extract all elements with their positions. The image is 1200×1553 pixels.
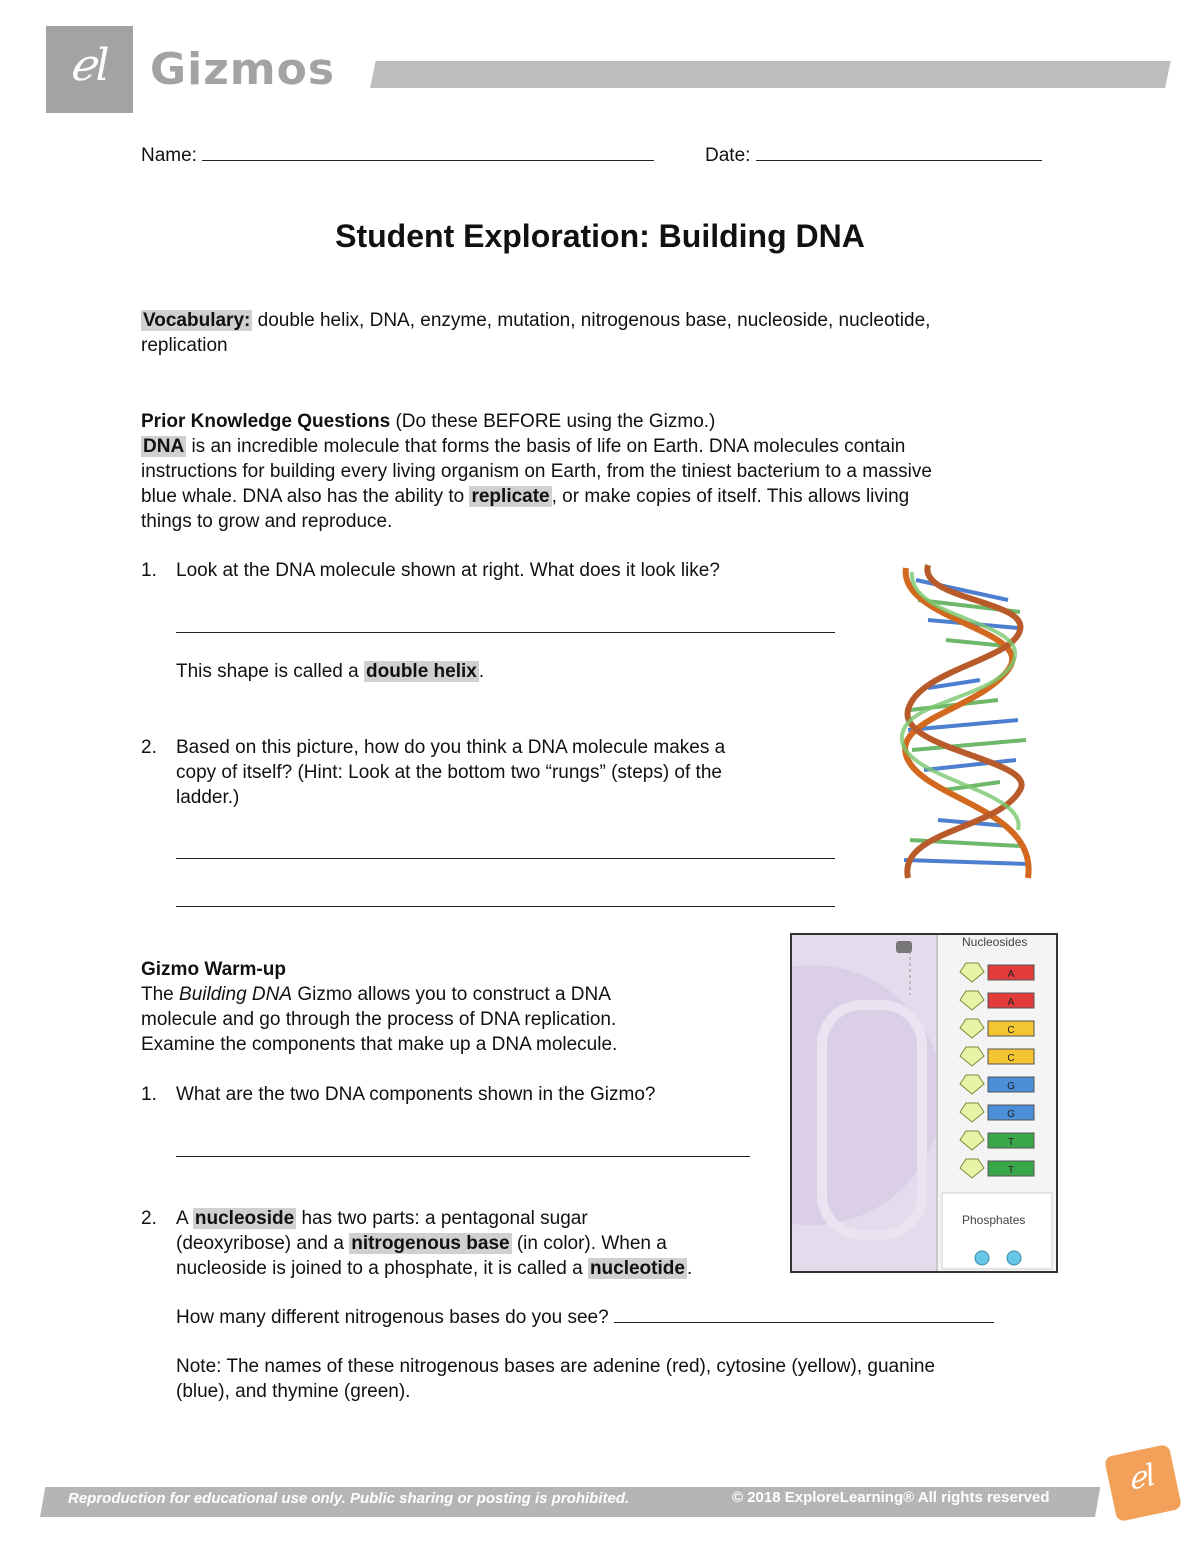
prior-p1-line2: instructions for building every living organism on Earth, from the tiniest bacterium to a massive	[141, 461, 932, 482]
term-double-helix: double helix	[366, 661, 477, 682]
warmup-gizmo-name: Building DNA	[179, 984, 293, 1005]
term-nucleoside: nucleoside	[194, 1208, 295, 1229]
prior-p1: is an incredible molecule that forms the basis of life on Earth. DNA molecules contain	[191, 436, 906, 457]
date-field[interactable]	[705, 143, 1042, 168]
base-letter: G	[1007, 1109, 1015, 1120]
base-letter: T	[1007, 1137, 1015, 1148]
base-letter: A	[1007, 997, 1015, 1008]
q1-number: 1.	[141, 560, 157, 581]
bases-answer-blank[interactable]	[614, 1306, 994, 1323]
prior-knowledge-section	[141, 409, 1061, 534]
q2-answer-line-2[interactable]	[176, 906, 835, 907]
bases-note	[176, 1354, 1076, 1404]
warmup-q2-f: .	[686, 1258, 693, 1279]
header-bar	[370, 61, 1171, 88]
warmup-q2-d: (in color). When a	[516, 1233, 667, 1254]
q2-line2: copy of itself? (Hint: Look at the bottom two “rungs” (steps) of the	[176, 762, 722, 783]
footer-copyright: © 2018 ExploreLearning® All rights reserved	[732, 1489, 1050, 1506]
bases-question	[176, 1305, 994, 1330]
base-letter: G	[1007, 1081, 1015, 1092]
nucleoside-item[interactable]	[960, 1019, 1034, 1038]
q1-text: Look at the DNA molecule shown at right. What does it look like?	[176, 560, 720, 581]
q2-answer-line-1[interactable]	[176, 858, 835, 859]
phosphate-icon-1	[975, 1251, 989, 1265]
warmup-q2-a: A	[176, 1208, 188, 1229]
phosphates-label: Phosphates	[962, 1213, 1026, 1227]
prior-p1-line3b: , or make copies of itself. This allows living	[551, 486, 910, 507]
warmup-q1-text: What are the two DNA components shown in the Gizmo?	[176, 1084, 656, 1105]
warmup-heading: Gizmo Warm-up	[141, 959, 286, 980]
name-field[interactable]	[141, 143, 654, 168]
nucleosides-label: Nucleosides	[962, 935, 1028, 949]
date-label: Date:	[705, 145, 751, 166]
nucleoside-item[interactable]	[960, 1075, 1034, 1094]
phosphate-icon-2	[1007, 1251, 1021, 1265]
bases-note-line1: Note: The names of these nitrogenous bases are adenine (red), cytosine (yellow), guanine	[176, 1356, 936, 1377]
warmup-p-line2: molecule and go through the process of DNA replication.	[141, 1009, 617, 1030]
prior-p1-line4: things to grow and reproduce.	[141, 511, 393, 532]
bases-question-text: How many different nitrogenous bases do you see?	[176, 1307, 609, 1328]
base-letter: C	[1007, 1053, 1015, 1064]
logo	[46, 26, 133, 113]
prior-p1-line3a: blue whale. DNA also has the ability to	[141, 486, 465, 507]
term-nucleotide: nucleotide	[589, 1258, 685, 1279]
term-nitrogenous-base: nitrogenous base	[351, 1233, 510, 1254]
warmup-p-a: The	[141, 984, 174, 1005]
q2-line1: Based on this picture, how do you think a DNA molecule makes a	[176, 737, 726, 758]
warmup-section	[141, 957, 741, 1057]
warmup-q2-c: (deoxyribose) and a	[176, 1233, 344, 1254]
name-blank[interactable]	[202, 144, 654, 161]
warmup-p-b: Gizmo allows you to construct a DNA	[297, 984, 611, 1005]
footer-logo-glyph: ℯl	[1124, 1457, 1159, 1498]
nucleoside-item[interactable]	[960, 1047, 1034, 1066]
footer-notice: Reproduction for educational use only. Public sharing or posting is prohibited.	[68, 1490, 630, 1507]
q2-number: 2.	[141, 737, 157, 758]
q1-answer-line[interactable]	[176, 632, 835, 633]
nucleoside-item[interactable]	[960, 1159, 1034, 1178]
q1-note	[176, 659, 484, 684]
brand-title: Gizmos	[150, 44, 336, 95]
logo-glyph: ℯl	[69, 40, 110, 91]
term-dna: DNA	[143, 436, 185, 457]
name-label: Name:	[141, 145, 197, 166]
warmup-q2-text	[176, 1206, 776, 1281]
explorelearning-logo	[1104, 1444, 1182, 1522]
warmup-q2-e: nucleoside is joined to a phosphate, it is called a	[176, 1258, 583, 1279]
nucleoside-item[interactable]	[960, 1131, 1034, 1150]
base-letter: C	[1007, 1025, 1015, 1036]
camera-icon	[896, 941, 912, 953]
warmup-q2-b: has two parts: a pentagonal sugar	[301, 1208, 588, 1229]
vocabulary-terms: double helix, DNA, enzyme, mutation, nitrogenous base, nucleoside, nucleotide,	[257, 310, 931, 331]
warmup-q1-answer-line[interactable]	[176, 1156, 750, 1157]
page-title: Student Exploration: Building DNA	[335, 218, 865, 254]
date-blank[interactable]	[756, 144, 1042, 161]
prior-heading: Prior Knowledge Questions	[141, 411, 391, 432]
vocabulary	[141, 308, 1061, 358]
warmup-p-line3: Examine the components that make up a DNA molecule.	[141, 1034, 618, 1055]
prior-note: (Do these BEFORE using the Gizmo.)	[395, 411, 716, 432]
q2-text	[176, 735, 826, 810]
bases-note-line2: (blue), and thymine (green).	[176, 1381, 411, 1402]
vocabulary-terms-cont: replication	[141, 335, 228, 356]
dna-double-helix-image	[888, 560, 1038, 885]
base-letter: A	[1007, 969, 1015, 980]
warmup-q1-number: 1.	[141, 1084, 157, 1105]
gizmo-screenshot	[790, 933, 1058, 1273]
q1-note-b: .	[478, 661, 485, 682]
vocabulary-label: Vocabulary:	[143, 310, 251, 331]
q2-line3: ladder.)	[176, 787, 240, 808]
term-replicate: replicate	[471, 486, 550, 507]
nucleoside-item[interactable]	[960, 963, 1034, 982]
nucleoside-item[interactable]	[960, 1103, 1034, 1122]
q1-note-a: This shape is called a	[176, 661, 359, 682]
base-letter: T	[1007, 1165, 1015, 1176]
nucleoside-item[interactable]	[960, 991, 1034, 1010]
warmup-q2-number: 2.	[141, 1208, 157, 1229]
